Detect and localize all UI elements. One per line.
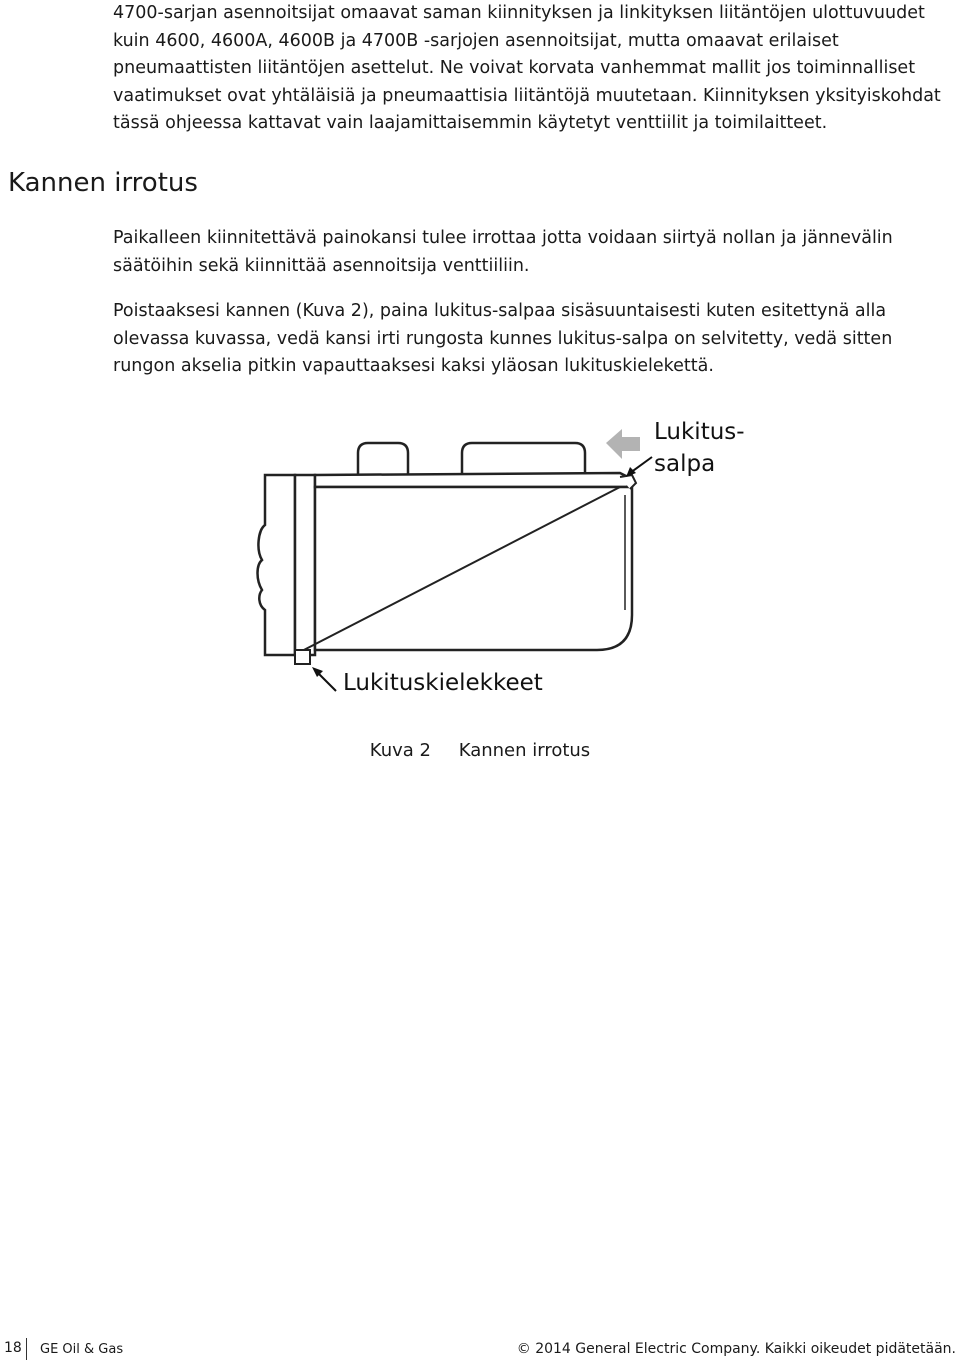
latch-label-line2: salpa: [654, 451, 716, 477]
footer-divider: [26, 1338, 27, 1360]
page-number: 18: [4, 1340, 22, 1356]
intro-paragraph: 4700-sarjan asennoitsijat omaavat saman kiinnityksen ja linkityksen liitäntöjen ulottuvuudet kuin 4600, 4600A, 4600B ja 4700B -sarjojen asennoitsijat, mutta omaavat erilaiset pneumaattisten liitäntöjen asettelut. Ne voivat korvata vanhemmat mallit jos toiminnalliset vaatimukset ovat yhtäläisiä ja pneumaattisia liitäntöjä muutetaan. Kiinnityksen yksityiskohdat tässä ohjeessa kattavat vain laajamittaisemmin käytetyt venttiilit ja toimilaitteet.: [113, 3, 941, 133]
copyright-notice: © 2014 General Electric Company. Kaikki oikeudet pidätetään.: [516, 1341, 956, 1357]
figure-caption: [0, 740, 960, 761]
tabs-label: Lukituskielekkeet: [343, 670, 543, 696]
locking-tab-bottom: [295, 650, 310, 664]
latch-label-line1: Lukitus-: [654, 419, 745, 445]
cover-removal-diagram: [250, 405, 770, 705]
caption-title: Kannen irrotus: [458, 740, 591, 761]
mounting-bracket: [258, 475, 296, 655]
company-name: GE Oil & Gas: [40, 1342, 124, 1357]
cover-body: [315, 487, 632, 650]
section-paragraph-2: Poistaaksesi kannen (Kuva 2), paina lukitus-salpaa sisäsuuntaisesti kuten esitettynä alla olevassa kuvassa, vedä kansi irti rungosta kunnes lukitus-salpa on selvitetty, vedä sitten rungon akselia pitkin vapauttaaksesi kaksi yläosan lukituskielekettä.: [113, 301, 893, 376]
gray-arrow-icon: [606, 429, 640, 459]
section-heading: Kannen irrotus: [8, 168, 198, 198]
section-paragraph-1: Paikalleen kiinnitettävä painokansi tulee irrottaa jotta voidaan siirtyä nollan ja jännevälin säätöihin sekä kiinnittää asennoitsija venttiiliin.: [113, 228, 893, 276]
top-rail: [315, 473, 628, 487]
caption-number: Kuva 2: [369, 740, 431, 761]
base-plate: [295, 475, 315, 655]
page-footer: [0, 1338, 960, 1363]
